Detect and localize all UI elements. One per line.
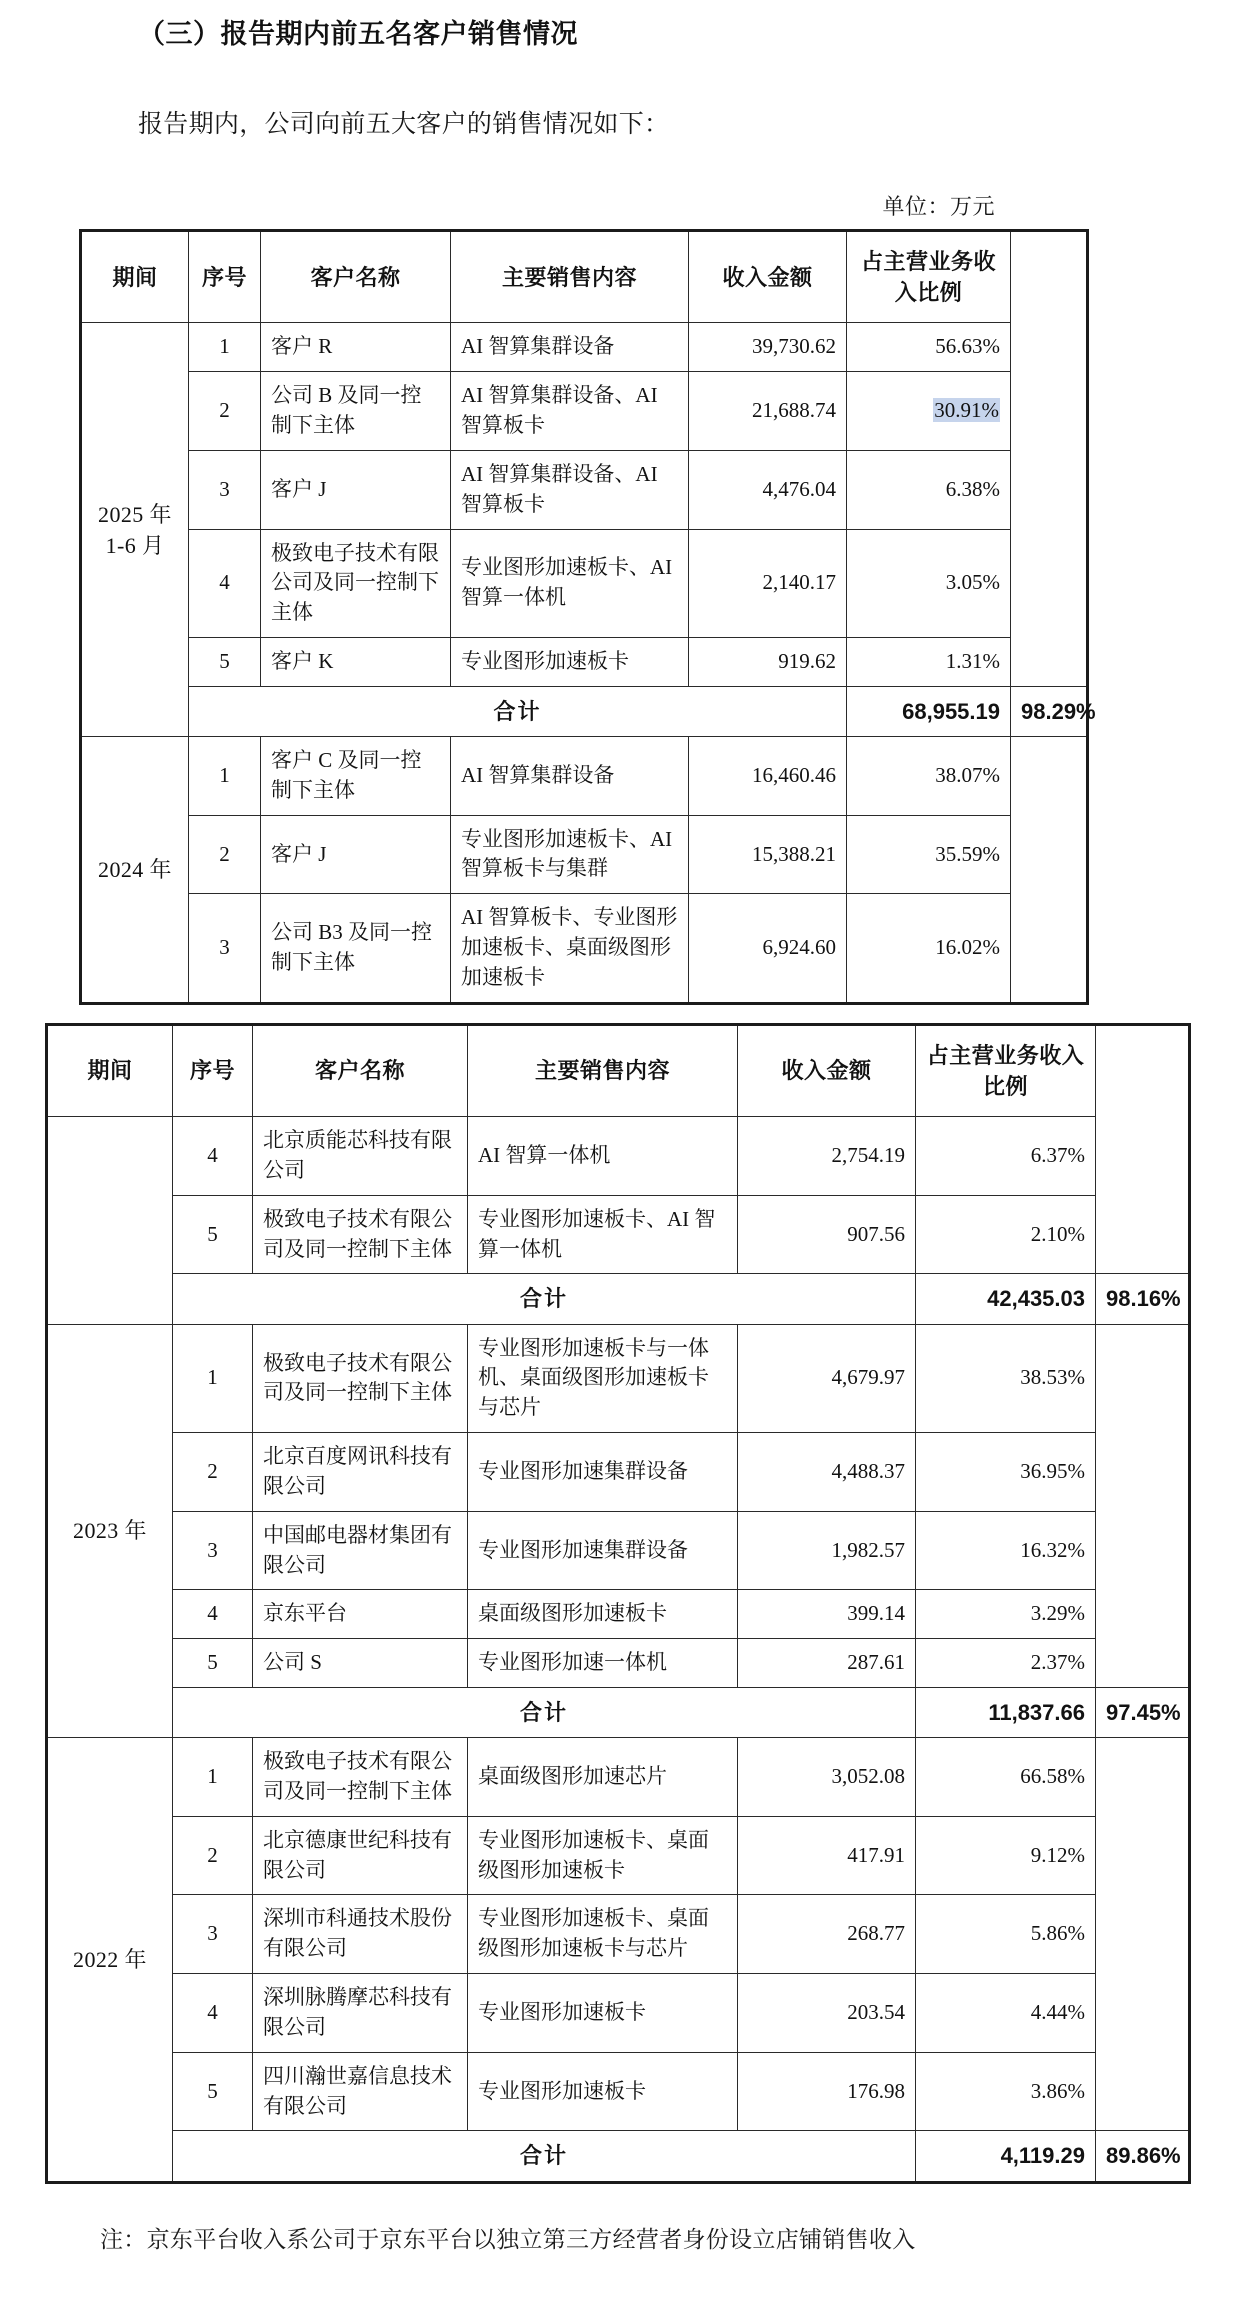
table-row bbox=[81, 894, 1088, 1003]
highlighted-value: 30.91% bbox=[934, 398, 999, 423]
cell-index: 5 bbox=[173, 1195, 253, 1274]
table-row bbox=[81, 323, 1088, 372]
cell-index: 4 bbox=[173, 1590, 253, 1639]
cell-revenue-amount: 907.56 bbox=[738, 1195, 916, 1274]
cell-customer-name: 京东平台 bbox=[253, 1590, 468, 1639]
cell-index: 3 bbox=[189, 450, 261, 529]
cell-customer-name: 极致电子技术有限公司及同一控制下主体 bbox=[253, 1324, 468, 1432]
cell-customer-name: 极致电子技术有限公司及同一控制下主体 bbox=[253, 1195, 468, 1274]
cell-revenue-ratio: 5.86% bbox=[916, 1895, 1096, 1974]
cell-customer-name: 公司 S bbox=[253, 1639, 468, 1688]
cell-sales-content: AI 智算集群设备、AI 智算板卡 bbox=[451, 372, 689, 451]
cell-index: 1 bbox=[173, 1738, 253, 1817]
cell-revenue-ratio: 38.07% bbox=[847, 737, 1011, 816]
cell-sales-content: 桌面级图形加速芯片 bbox=[468, 1738, 738, 1817]
cell-sales-content: 专业图形加速板卡、AI 智算一体机 bbox=[468, 1195, 738, 1274]
cell-sales-content: AI 智算集群设备 bbox=[451, 737, 689, 816]
cell-customer-name: 中国邮电器材集团有限公司 bbox=[253, 1511, 468, 1590]
cell-revenue-amount: 39,730.62 bbox=[689, 323, 847, 372]
total-label: 合计 bbox=[189, 686, 847, 736]
cell-sales-content: 专业图形加速板卡、桌面级图形加速板卡 bbox=[468, 1816, 738, 1895]
cell-period: 2022 年 bbox=[47, 1738, 173, 2182]
cell-revenue-ratio: 66.58% bbox=[916, 1738, 1096, 1817]
cell-revenue-ratio: 3.05% bbox=[847, 529, 1011, 637]
cell-customer-name: 极致电子技术有限公司及同一控制下主体 bbox=[253, 1738, 468, 1817]
col-header-index: 序号 bbox=[173, 1024, 253, 1116]
cell-revenue-ratio: 16.32% bbox=[916, 1511, 1096, 1590]
cell-revenue-ratio: 6.37% bbox=[916, 1117, 1096, 1196]
cell-period: 2025 年 1-6 月 bbox=[81, 323, 189, 737]
cell-index: 5 bbox=[173, 1639, 253, 1688]
cell-index: 1 bbox=[173, 1324, 253, 1432]
col-header-amount: 收入金额 bbox=[738, 1024, 916, 1116]
table-total-row bbox=[81, 686, 1088, 736]
cell-sales-content: AI 智算集群设备 bbox=[451, 323, 689, 372]
cell-revenue-ratio: 4.44% bbox=[916, 1974, 1096, 2053]
cell-revenue-ratio: 16.02% bbox=[847, 894, 1011, 1003]
cell-revenue-amount: 4,679.97 bbox=[738, 1324, 916, 1432]
cell-customer-name: 客户 K bbox=[261, 637, 451, 686]
table1-body bbox=[81, 323, 1096, 1003]
table-row bbox=[81, 372, 1088, 451]
cell-revenue-ratio: 1.31% bbox=[847, 637, 1011, 686]
section-heading: （三）报告期内前五名客户销售情况 bbox=[138, 19, 578, 49]
cell-sales-content: AI 智算集群设备、AI 智算板卡 bbox=[451, 450, 689, 529]
table-row bbox=[81, 450, 1088, 529]
col-header-period: 期间 bbox=[81, 231, 189, 323]
col-header-amount: 收入金额 bbox=[689, 231, 847, 323]
table2-body bbox=[47, 1117, 1190, 2182]
table-row bbox=[47, 1117, 1190, 1196]
cell-index: 4 bbox=[173, 1974, 253, 2053]
cell-index: 3 bbox=[173, 1895, 253, 1974]
table-total-row bbox=[47, 2131, 1190, 2182]
table-row bbox=[47, 1195, 1190, 1274]
table2-header bbox=[47, 1024, 1190, 1116]
table-total-row bbox=[47, 1687, 1190, 1737]
table-row bbox=[47, 1895, 1190, 1974]
col-header-ratio: 占主营业务收入比例 bbox=[847, 231, 1011, 323]
cell-revenue-ratio: 3.86% bbox=[916, 2052, 1096, 2131]
cell-revenue-ratio: 2.10% bbox=[916, 1195, 1096, 1274]
col-header-content: 主要销售内容 bbox=[468, 1024, 738, 1116]
cell-sales-content: 专业图形加速一体机 bbox=[468, 1639, 738, 1688]
cell-revenue-ratio: 56.63% bbox=[847, 323, 1011, 372]
cell-index: 2 bbox=[189, 815, 261, 894]
cell-index: 2 bbox=[173, 1816, 253, 1895]
col-header-index: 序号 bbox=[189, 231, 261, 323]
table-row bbox=[81, 529, 1088, 637]
table-total-row bbox=[47, 1274, 1190, 1324]
cell-customer-name: 深圳脉腾摩芯科技有限公司 bbox=[253, 1974, 468, 2053]
cell-customer-name: 客户 J bbox=[261, 815, 451, 894]
table-row bbox=[47, 2052, 1190, 2131]
cell-revenue-ratio: 9.12% bbox=[916, 1816, 1096, 1895]
customer-sales-table-part2 bbox=[45, 1023, 1191, 2184]
cell-customer-name: 四川瀚世嘉信息技术有限公司 bbox=[253, 2052, 468, 2131]
cell-revenue-ratio: 3.29% bbox=[916, 1590, 1096, 1639]
cell-revenue-amount: 268.77 bbox=[738, 1895, 916, 1974]
total-amount: 4,119.29 bbox=[916, 2131, 1096, 2182]
col-header-customer: 客户名称 bbox=[261, 231, 451, 323]
cell-index: 4 bbox=[189, 529, 261, 637]
cell-period: 2024 年 bbox=[81, 737, 189, 1004]
cell-index: 4 bbox=[173, 1117, 253, 1196]
cell-index: 5 bbox=[189, 637, 261, 686]
cell-customer-name: 客户 C 及同一控制下主体 bbox=[261, 737, 451, 816]
cell-sales-content: AI 智算一体机 bbox=[468, 1117, 738, 1196]
table-header-row bbox=[81, 231, 1088, 323]
total-amount: 68,955.19 bbox=[847, 686, 1011, 736]
cell-sales-content: 桌面级图形加速板卡 bbox=[468, 1590, 738, 1639]
total-ratio: 98.16% bbox=[1096, 1274, 1190, 1324]
cell-sales-content: 专业图形加速板卡、AI 智算板卡与集群 bbox=[451, 815, 689, 894]
table-row bbox=[47, 1816, 1190, 1895]
cell-revenue-amount: 417.91 bbox=[738, 1816, 916, 1895]
cell-index: 3 bbox=[189, 894, 261, 1003]
cell-revenue-ratio: 38.53% bbox=[916, 1324, 1096, 1432]
cell-revenue-amount: 4,488.37 bbox=[738, 1433, 916, 1512]
total-amount: 42,435.03 bbox=[916, 1274, 1096, 1324]
table-row bbox=[47, 1639, 1190, 1688]
col-header-ratio: 占主营业务收入比例 bbox=[916, 1024, 1096, 1116]
table-footnote: 注：京东平台收入系公司于京东平台以独立第三方经营者身份设立店铺销售收入 bbox=[100, 2226, 916, 2252]
table-row bbox=[81, 737, 1088, 816]
cell-revenue-amount: 919.62 bbox=[689, 637, 847, 686]
cell-customer-name: 客户 J bbox=[261, 450, 451, 529]
cell-index: 3 bbox=[173, 1511, 253, 1590]
table-row bbox=[47, 1590, 1190, 1639]
cell-revenue-amount: 399.14 bbox=[738, 1590, 916, 1639]
cell-index: 5 bbox=[173, 2052, 253, 2131]
table1-header bbox=[81, 231, 1088, 323]
table-row bbox=[47, 1511, 1190, 1590]
cell-sales-content: 专业图形加速板卡与一体机、桌面级图形加速板卡与芯片 bbox=[468, 1324, 738, 1432]
total-label: 合计 bbox=[173, 1274, 916, 1324]
cell-sales-content: 专业图形加速集群设备 bbox=[468, 1433, 738, 1512]
cell-revenue-amount: 16,460.46 bbox=[689, 737, 847, 816]
cell-revenue-ratio: 35.59% bbox=[847, 815, 1011, 894]
cell-sales-content: 专业图形加速板卡、AI 智算一体机 bbox=[451, 529, 689, 637]
cell-revenue-ratio: 6.38% bbox=[847, 450, 1011, 529]
cell-customer-name: 公司 B3 及同一控制下主体 bbox=[261, 894, 451, 1003]
col-header-period: 期间 bbox=[47, 1024, 173, 1116]
total-ratio: 98.29% bbox=[1011, 686, 1088, 736]
total-label: 合计 bbox=[173, 1687, 916, 1737]
unit-note: 单位：万元 bbox=[882, 194, 995, 219]
cell-revenue-amount: 176.98 bbox=[738, 2052, 916, 2131]
cell-index: 2 bbox=[173, 1433, 253, 1512]
cell-sales-content: 专业图形加速板卡 bbox=[468, 1974, 738, 2053]
cell-customer-name: 北京百度网讯科技有限公司 bbox=[253, 1433, 468, 1512]
cell-sales-content: 专业图形加速集群设备 bbox=[468, 1511, 738, 1590]
cell-revenue-amount: 2,754.19 bbox=[738, 1117, 916, 1196]
cell-revenue-ratio bbox=[847, 372, 1011, 451]
col-header-customer: 客户名称 bbox=[253, 1024, 468, 1116]
cell-customer-name: 极致电子技术有限公司及同一控制下主体 bbox=[261, 529, 451, 637]
cell-sales-content: 专业图形加速板卡、桌面级图形加速板卡与芯片 bbox=[468, 1895, 738, 1974]
cell-sales-content: 专业图形加速板卡 bbox=[468, 2052, 738, 2131]
intro-paragraph: 报告期内，公司向前五大客户的销售情况如下： bbox=[138, 110, 670, 138]
table-row bbox=[47, 1324, 1190, 1432]
total-amount: 11,837.66 bbox=[916, 1687, 1096, 1737]
cell-revenue-amount: 2,140.17 bbox=[689, 529, 847, 637]
cell-revenue-amount: 4,476.04 bbox=[689, 450, 847, 529]
cell-revenue-amount: 15,388.21 bbox=[689, 815, 847, 894]
table-row bbox=[81, 637, 1088, 686]
cell-revenue-ratio: 2.37% bbox=[916, 1639, 1096, 1688]
cell-customer-name: 深圳市科通技术股份有限公司 bbox=[253, 1895, 468, 1974]
cell-revenue-amount: 203.54 bbox=[738, 1974, 916, 2053]
table-row bbox=[47, 1974, 1190, 2053]
cell-customer-name: 北京质能芯科技有限公司 bbox=[253, 1117, 468, 1196]
cell-sales-content: AI 智算板卡、专业图形加速板卡、桌面级图形加速板卡 bbox=[451, 894, 689, 1003]
table-header-row bbox=[47, 1024, 1190, 1116]
col-header-content: 主要销售内容 bbox=[451, 231, 689, 323]
cell-customer-name: 客户 R bbox=[261, 323, 451, 372]
table-row bbox=[81, 815, 1088, 894]
total-ratio: 89.86% bbox=[1096, 2131, 1190, 2182]
table-row bbox=[47, 1433, 1190, 1512]
total-label: 合计 bbox=[173, 2131, 916, 2182]
table-row bbox=[47, 1738, 1190, 1817]
cell-customer-name: 北京德康世纪科技有限公司 bbox=[253, 1816, 468, 1895]
cell-revenue-amount: 6,924.60 bbox=[689, 894, 847, 1003]
cell-revenue-amount: 287.61 bbox=[738, 1639, 916, 1688]
cell-sales-content: 专业图形加速板卡 bbox=[451, 637, 689, 686]
total-ratio: 97.45% bbox=[1096, 1687, 1190, 1737]
cell-revenue-ratio: 36.95% bbox=[916, 1433, 1096, 1512]
cell-index: 2 bbox=[189, 372, 261, 451]
cell-index: 1 bbox=[189, 737, 261, 816]
cell-customer-name: 公司 B 及同一控制下主体 bbox=[261, 372, 451, 451]
customer-sales-table-part1 bbox=[79, 229, 1096, 1005]
cell-period: 2023 年 bbox=[47, 1324, 173, 1738]
cell-period bbox=[47, 1117, 173, 1324]
cell-index: 1 bbox=[189, 323, 261, 372]
cell-revenue-amount: 21,688.74 bbox=[689, 372, 847, 451]
cell-revenue-amount: 1,982.57 bbox=[738, 1511, 916, 1590]
cell-revenue-amount: 3,052.08 bbox=[738, 1738, 916, 1817]
